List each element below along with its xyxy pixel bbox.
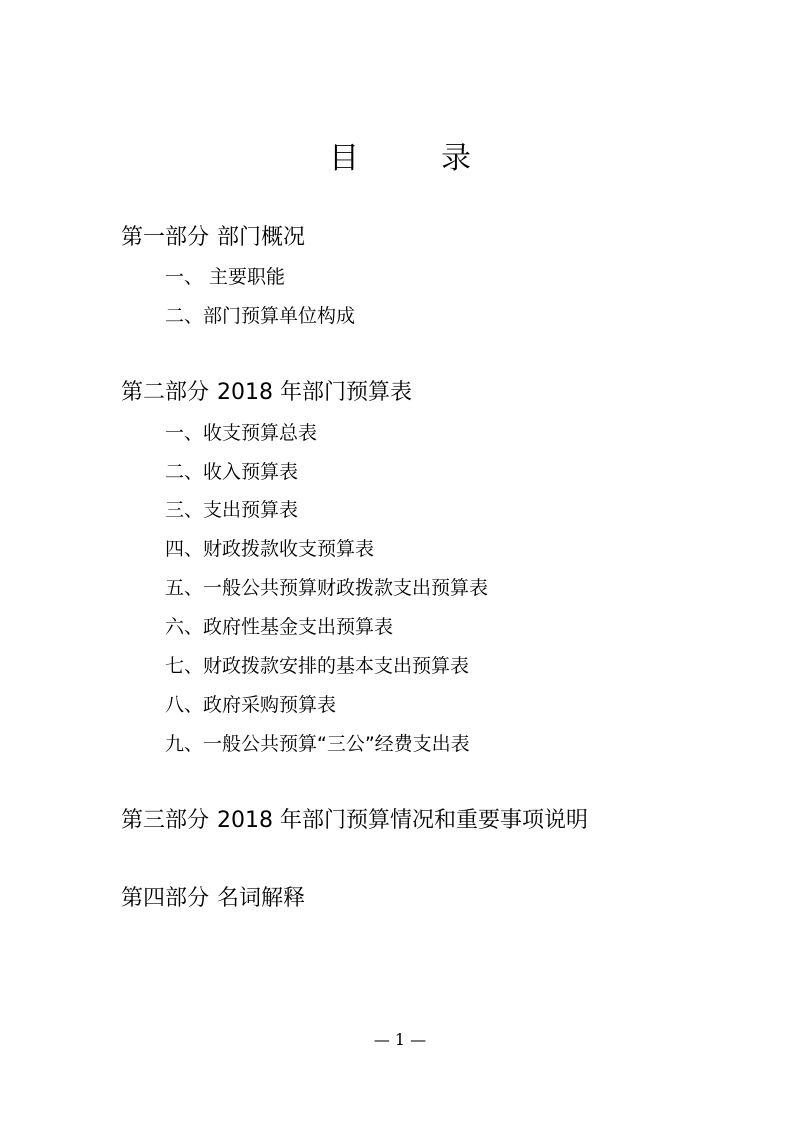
part-4-label: 第四部分 (121, 886, 210, 911)
toc-item-1-2[interactable]: 二、部门预算单位构成 (165, 305, 356, 327)
toc-item-2-7[interactable]: 七、财政拨款安排的基本支出预算表 (165, 655, 470, 677)
part-2-heading[interactable] (121, 379, 412, 407)
part-3-name: 2018 年部门预算情况和重要事项说明 (217, 808, 588, 833)
part-3-heading[interactable] (121, 807, 588, 835)
part-3-label: 第三部分 (121, 808, 210, 833)
toc-item-2-9[interactable]: 九、一般公共预算“三公”经费支出表 (165, 733, 470, 755)
part-1-label: 第一部分 (121, 225, 210, 250)
toc-item-2-3[interactable]: 三、支出预算表 (165, 499, 299, 521)
page-number: — 1 — (373, 1030, 427, 1049)
part-1-heading[interactable] (121, 224, 305, 252)
part-2-label: 第二部分 (121, 380, 210, 405)
part-2-name: 2018 年部门预算表 (217, 380, 412, 405)
toc-item-2-5[interactable]: 五、一般公共预算财政拨款支出预算表 (165, 577, 489, 599)
part-4-name: 名词解释 (217, 886, 306, 911)
part-4-heading[interactable] (121, 885, 305, 913)
toc-item-2-8[interactable]: 八、政府采购预算表 (165, 694, 337, 716)
page-title: 目 录 (329, 141, 497, 176)
toc-item-2-2[interactable]: 二、收入预算表 (165, 461, 299, 483)
toc-item-1-1[interactable]: 一、 主要职能 (165, 266, 286, 288)
toc-item-2-1[interactable]: 一、收支预算总表 (165, 422, 318, 444)
part-1-name: 部门概况 (217, 225, 306, 250)
toc-item-2-6[interactable]: 六、政府性基金支出预算表 (165, 616, 394, 638)
toc-item-2-4[interactable]: 四、财政拨款收支预算表 (165, 538, 375, 560)
